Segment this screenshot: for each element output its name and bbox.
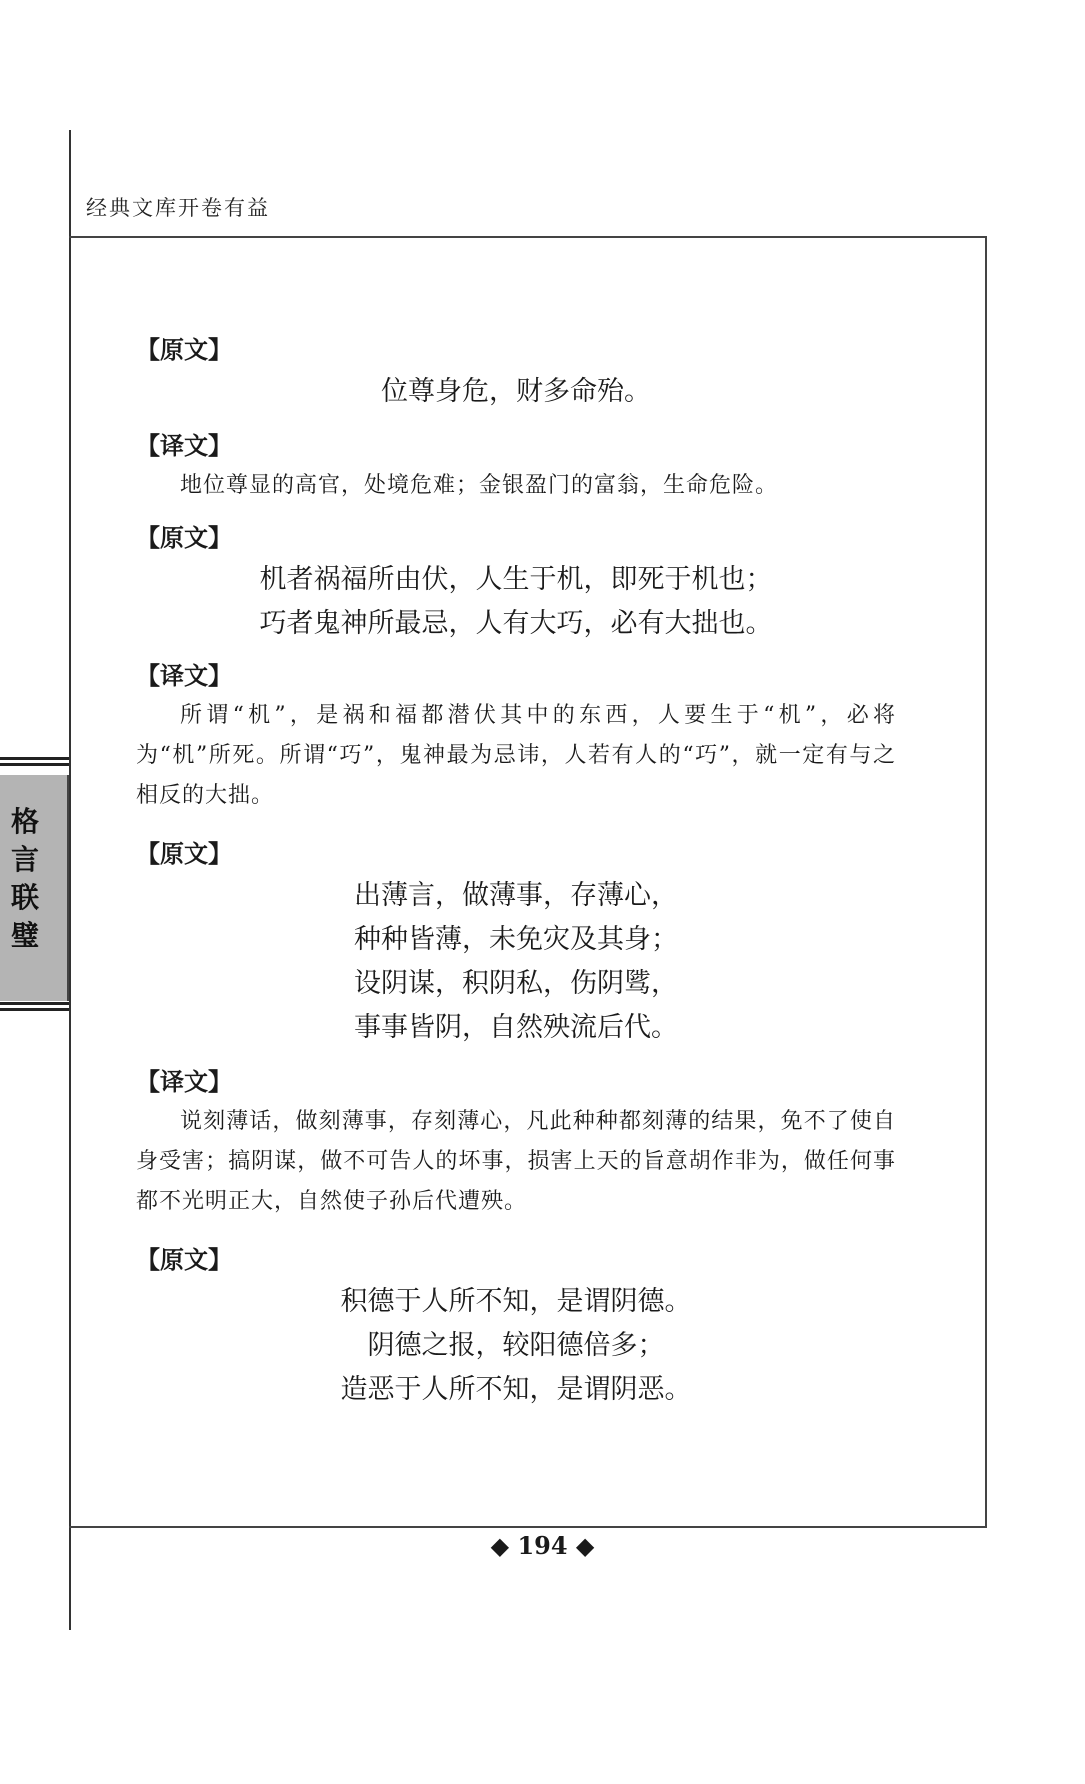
section-label: 【原文】 — [136, 1245, 232, 1274]
section-label: 【译文】 — [136, 431, 232, 460]
section-translation — [136, 426, 896, 506]
side-tab-label: 格言联璧 — [10, 805, 39, 952]
section-original — [136, 330, 896, 414]
side-tab-bottom-rules — [0, 1002, 69, 1018]
section-original — [136, 834, 896, 1050]
original-line: 种种皆薄，未免灾及其身； — [354, 924, 678, 955]
original-line: 积德于人所不知，是谓阴德。 — [340, 1286, 692, 1317]
section-label: 【原文】 — [136, 839, 232, 868]
section-original — [136, 1240, 896, 1412]
translation-text: 地位尊显的高官，处境危难；金银盈门的富翁，生命危险。 — [180, 473, 779, 498]
original-line: 巧者鬼神所最忌，人有大巧，必有大拙也。 — [259, 608, 773, 639]
original-line: 设阴谋，积阴私，伤阴骘， — [354, 968, 678, 999]
translation-text: 所谓“机”，是祸和福都潜伏其中的东西，人要生于“机”，必将为“机”所死。所谓“巧”，鬼神最为忌讳，人若有人的“巧”，就一定有与之相反的大拙。 — [136, 703, 896, 808]
original-line: 事事皆阴，自然殃流后代。 — [354, 1012, 678, 1043]
section-original — [136, 518, 896, 646]
page-number: ◆ 194 ◆ — [490, 1531, 595, 1560]
section-label: 【译文】 — [136, 1067, 232, 1096]
translation-text: 说刻薄话，做刻薄事，存刻薄心，凡此种种都刻薄的结果，免不了使自身受害；搞阴谋，做不可告人的坏事，损害上天的旨意胡作非为，做任何事都不光明正大，自然使子孙后代遭殃。 — [136, 1109, 896, 1214]
section-translation — [136, 1062, 896, 1222]
main-content — [136, 330, 896, 1412]
original-line: 机者祸福所由伏，人生于机，即死于机也； — [259, 564, 773, 595]
original-line: 阴德之报，较阳德倍多； — [367, 1330, 665, 1361]
original-line: 造恶于人所不知，是谓阴恶。 — [340, 1374, 692, 1405]
side-tab — [0, 775, 69, 1001]
section-translation — [136, 656, 896, 816]
section-label: 【译文】 — [136, 661, 232, 690]
section-label: 【原文】 — [136, 523, 232, 552]
original-line: 位尊身危，财多命殆。 — [381, 376, 651, 407]
running-head: 经典文库开卷有益 — [86, 196, 270, 220]
section-label: 【原文】 — [136, 335, 232, 364]
side-tab-top-rules — [0, 757, 69, 773]
original-line: 出薄言，做薄事，存薄心， — [354, 880, 678, 911]
